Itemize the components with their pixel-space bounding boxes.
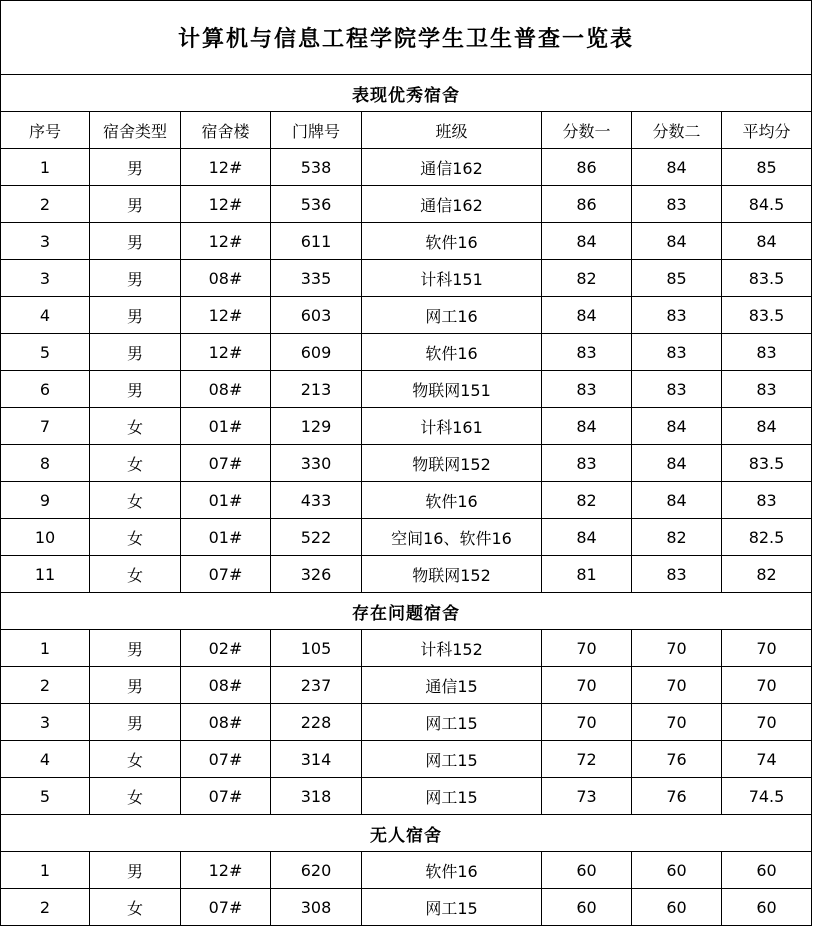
col-index-cell: 7 [1,408,90,445]
col-index-cell: 5 [1,334,90,371]
col-room-cell: 129 [271,408,362,445]
col-average-cell: 83 [722,371,812,408]
col-class-cell: 软件16 [362,223,542,260]
col-score-1-cell: 73 [542,778,632,815]
col-class-cell: 物联网152 [362,556,542,593]
col-score-1-cell: 70 [542,704,632,741]
col-average-cell: 60 [722,852,812,889]
col-index-cell: 3 [1,260,90,297]
col-score-2-cell: 83 [632,371,722,408]
col-building-cell: 01# [181,408,271,445]
col-average-cell: 74.5 [722,778,812,815]
col-score-1-cell: 83 [542,334,632,371]
col-index-cell: 1 [1,630,90,667]
col-score-1-cell: 83 [542,371,632,408]
col-dorm-type-cell: 男 [90,149,181,186]
col-building-cell: 01# [181,482,271,519]
col-average-cell: 60 [722,889,812,926]
col-score-1-cell: 82 [542,482,632,519]
col-score-2-cell: 85 [632,260,722,297]
col-score-1-cell: 60 [542,852,632,889]
col-building-cell: 07# [181,445,271,482]
col-dorm-type-cell: 女 [90,519,181,556]
col-building-cell: 01# [181,519,271,556]
col-average-cell: 82.5 [722,519,812,556]
table-row [1,297,812,334]
col-index-cell: 4 [1,297,90,334]
table-row [1,852,812,889]
col-index-cell: 2 [1,667,90,704]
col-average-cell: 83 [722,482,812,519]
col-average-cell: 70 [722,667,812,704]
col-class-cell: 物联网152 [362,445,542,482]
table-row [1,630,812,667]
col-score-2-cell: 84 [632,408,722,445]
col-score-2-cell: 70 [632,704,722,741]
col-score-2-cell: 84 [632,482,722,519]
col-dorm-type-cell: 女 [90,556,181,593]
col-class-cell: 网工15 [362,889,542,926]
col-index-cell: 2 [1,889,90,926]
col-index-cell: 3 [1,704,90,741]
col-dorm-type-cell: 男 [90,852,181,889]
col-index-cell: 8 [1,445,90,482]
col-score-2-cell: 76 [632,778,722,815]
col-building-cell: 07# [181,778,271,815]
col-index-cell: 9 [1,482,90,519]
col-index-cell: 1 [1,852,90,889]
col-building-cell: 07# [181,556,271,593]
table-row [1,741,812,778]
col-average-cell: 83.5 [722,260,812,297]
col-class-cell: 空间16、软件16 [362,519,542,556]
col-score-1-cell: 84 [542,519,632,556]
col-room-cell: 620 [271,852,362,889]
col-average-cell: 83.5 [722,297,812,334]
col-dorm-type-cell: 男 [90,371,181,408]
section-row [1,75,812,112]
column-header-index: 序号 [1,112,90,149]
section-title: 无人宿舍 [1,815,812,852]
col-dorm-type-cell: 男 [90,334,181,371]
table-row [1,149,812,186]
col-score-2-cell: 84 [632,149,722,186]
col-class-cell: 计科152 [362,630,542,667]
col-score-1-cell: 83 [542,445,632,482]
col-class-cell: 软件16 [362,482,542,519]
table-row [1,556,812,593]
col-room-cell: 335 [271,260,362,297]
table-row [1,223,812,260]
table-row [1,667,812,704]
col-index-cell: 6 [1,371,90,408]
column-header-dorm-type: 宿舍类型 [90,112,181,149]
section-row [1,815,812,852]
header-row [1,112,812,149]
col-average-cell: 70 [722,630,812,667]
col-building-cell: 02# [181,630,271,667]
col-class-cell: 网工15 [362,778,542,815]
col-index-cell: 10 [1,519,90,556]
col-building-cell: 07# [181,741,271,778]
col-average-cell: 82 [722,556,812,593]
col-class-cell: 网工16 [362,297,542,334]
col-dorm-type-cell: 女 [90,445,181,482]
column-header-building: 宿舍楼 [181,112,271,149]
col-score-2-cell: 70 [632,667,722,704]
col-score-1-cell: 84 [542,223,632,260]
col-building-cell: 12# [181,149,271,186]
col-score-1-cell: 70 [542,630,632,667]
col-class-cell: 计科161 [362,408,542,445]
col-score-2-cell: 83 [632,297,722,334]
table-row [1,519,812,556]
col-building-cell: 12# [181,852,271,889]
table-body [1,1,812,926]
col-score-1-cell: 84 [542,408,632,445]
table-row [1,408,812,445]
col-average-cell: 83 [722,334,812,371]
col-room-cell: 609 [271,334,362,371]
column-header-room: 门牌号 [271,112,362,149]
col-average-cell: 84.5 [722,186,812,223]
col-dorm-type-cell: 女 [90,741,181,778]
col-score-2-cell: 83 [632,334,722,371]
section-title: 表现优秀宿舍 [1,75,812,112]
col-building-cell: 12# [181,223,271,260]
col-index-cell: 4 [1,741,90,778]
col-score-1-cell: 86 [542,149,632,186]
col-building-cell: 12# [181,334,271,371]
col-building-cell: 08# [181,704,271,741]
col-dorm-type-cell: 女 [90,482,181,519]
col-room-cell: 314 [271,741,362,778]
col-class-cell: 通信162 [362,149,542,186]
col-dorm-type-cell: 男 [90,186,181,223]
col-class-cell: 网工15 [362,704,542,741]
col-dorm-type-cell: 男 [90,630,181,667]
col-building-cell: 08# [181,667,271,704]
col-score-2-cell: 84 [632,445,722,482]
col-score-2-cell: 60 [632,889,722,926]
col-dorm-type-cell: 男 [90,260,181,297]
col-class-cell: 网工15 [362,741,542,778]
col-dorm-type-cell: 男 [90,223,181,260]
col-room-cell: 522 [271,519,362,556]
col-class-cell: 计科151 [362,260,542,297]
col-room-cell: 318 [271,778,362,815]
col-room-cell: 326 [271,556,362,593]
col-dorm-type-cell: 男 [90,704,181,741]
col-score-2-cell: 83 [632,186,722,223]
col-room-cell: 538 [271,149,362,186]
table-row [1,482,812,519]
page-title: 计算机与信息工程学院学生卫生普查一览表 [1,1,812,75]
col-score-1-cell: 60 [542,889,632,926]
col-room-cell: 603 [271,297,362,334]
col-score-1-cell: 82 [542,260,632,297]
col-class-cell: 物联网151 [362,371,542,408]
table-row [1,889,812,926]
col-dorm-type-cell: 男 [90,667,181,704]
column-header-score-2: 分数二 [632,112,722,149]
col-class-cell: 软件16 [362,852,542,889]
table-row [1,260,812,297]
col-score-1-cell: 72 [542,741,632,778]
col-building-cell: 08# [181,260,271,297]
section-title: 存在问题宿舍 [1,593,812,630]
col-class-cell: 通信162 [362,186,542,223]
col-index-cell: 11 [1,556,90,593]
table-row [1,445,812,482]
col-index-cell: 3 [1,223,90,260]
col-room-cell: 330 [271,445,362,482]
title-row [1,1,812,75]
col-average-cell: 84 [722,223,812,260]
col-average-cell: 74 [722,741,812,778]
col-room-cell: 228 [271,704,362,741]
col-average-cell: 84 [722,408,812,445]
col-average-cell: 70 [722,704,812,741]
col-building-cell: 12# [181,297,271,334]
col-building-cell: 07# [181,889,271,926]
col-room-cell: 213 [271,371,362,408]
col-room-cell: 237 [271,667,362,704]
table-row [1,704,812,741]
col-room-cell: 308 [271,889,362,926]
column-header-average: 平均分 [722,112,812,149]
table-row [1,186,812,223]
col-score-2-cell: 83 [632,556,722,593]
column-header-class: 班级 [362,112,542,149]
col-dorm-type-cell: 女 [90,408,181,445]
col-score-2-cell: 84 [632,223,722,260]
col-class-cell: 软件16 [362,334,542,371]
col-score-2-cell: 76 [632,741,722,778]
col-score-2-cell: 70 [632,630,722,667]
col-score-1-cell: 81 [542,556,632,593]
column-header-score-1: 分数一 [542,112,632,149]
col-dorm-type-cell: 男 [90,297,181,334]
col-score-1-cell: 84 [542,297,632,334]
col-index-cell: 5 [1,778,90,815]
col-index-cell: 2 [1,186,90,223]
col-index-cell: 1 [1,149,90,186]
col-score-2-cell: 82 [632,519,722,556]
section-row [1,593,812,630]
col-score-1-cell: 70 [542,667,632,704]
col-room-cell: 536 [271,186,362,223]
col-building-cell: 12# [181,186,271,223]
col-average-cell: 85 [722,149,812,186]
col-score-1-cell: 86 [542,186,632,223]
col-building-cell: 08# [181,371,271,408]
col-score-2-cell: 60 [632,852,722,889]
col-room-cell: 105 [271,630,362,667]
table-row [1,334,812,371]
col-average-cell: 83.5 [722,445,812,482]
table-row [1,371,812,408]
table-row [1,778,812,815]
col-class-cell: 通信15 [362,667,542,704]
col-room-cell: 611 [271,223,362,260]
col-room-cell: 433 [271,482,362,519]
col-dorm-type-cell: 女 [90,778,181,815]
col-dorm-type-cell: 女 [90,889,181,926]
